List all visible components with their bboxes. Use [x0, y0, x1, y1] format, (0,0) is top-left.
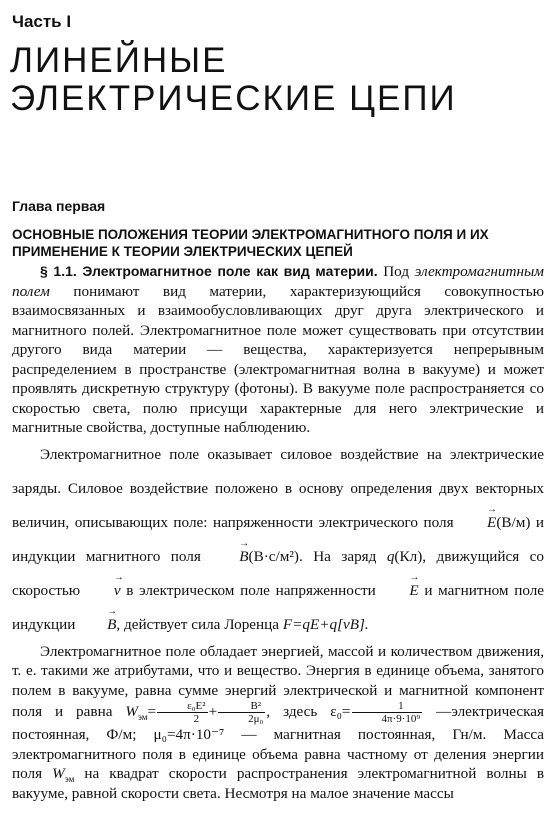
- plus-sign: +: [208, 702, 218, 720]
- p1-term: электромагнитным полем: [12, 263, 544, 300]
- energy-symbol-2: W: [52, 765, 65, 782]
- p3-text-d: на квадрат скорости распространения электромагнитной волны в вакууме, равной скорости света. Несмотря на малое значение массы: [12, 765, 545, 802]
- energy-symbol: W: [125, 702, 139, 720]
- vector-B: → B: [211, 540, 248, 574]
- p2-q-unit: (Кл), движущийся со скоростью: [12, 547, 545, 599]
- p3-text-b: , здесь ε₀=: [266, 702, 351, 720]
- paragraph-3: [12, 642, 544, 804]
- equals-sign: =: [147, 702, 157, 720]
- p2-text-f: , действует сила Лоренца: [116, 615, 280, 633]
- vector-E: → E: [459, 506, 496, 540]
- fraction-epsilon: [352, 700, 423, 725]
- fraction-3-numerator: 1: [352, 700, 423, 713]
- p3-text-a: Электромагнитное поле обладает энергией, массой и количеством движения, т. е. такими же атрибутами, что и вещество. Энергия в единице объема, занятого полем в вакууме, равна сумме энергий электрической и магнитной компонент поля и равна: [12, 642, 544, 720]
- lorentz-force-formula: F=qE+q[vB].: [282, 615, 369, 633]
- chapter-title: ОСНОВНЫЕ ПОЛОЖЕНИЯ ТЕОРИИ ЭЛЕКТРОМАГНИТНОГО ПОЛЯ И ИХ ПРИМЕНЕНИЕ К ТЕОРИИ ЭЛЕКТРИЧЕСКИХ ЦЕПЕЙ: [12, 227, 489, 259]
- energy-subscript: эм: [138, 712, 148, 723]
- fraction-3-denominator: 4π·9·10⁹: [381, 713, 421, 725]
- p1-rest: понимают вид материи, характеризующийся совокупностью взаимосвязанных и взаимообусловливающих друг друга электрического и магнитного полей. Электромагнитное поле может существовать при отсутствии другого вида материи — вещества, характеризуется непрерывным распределением в пространстве (электромагнитная волна в вакууме) и может проявлять дискретную структуру (фотоны). В вакууме поле распространяется со скоростью света, полю присущи характерные для него электрические и магнитные свойства, доступные наблюдению.: [12, 282, 545, 436]
- part-title-line-1: ЛИНЕЙНЫЕ: [10, 41, 228, 80]
- energy-subscript-2: эм: [64, 774, 75, 785]
- paragraph-1: [12, 262, 544, 438]
- charge-q: q: [386, 547, 395, 565]
- p2-text-e: и магнитном поле индукции: [12, 581, 545, 633]
- chapter-label: Глава первая: [12, 198, 106, 214]
- part-label: Часть I: [12, 12, 72, 31]
- p2-text-a: Электромагнитное поле оказывает силовое воздействие на электрические заряды. Силовое воздействие положено в основу определения двух векторных величин, описывающих поле: напряженности электрического поля: [12, 445, 544, 531]
- part-title-line-2: ЭЛЕКТРИЧЕСКИЕ ЦЕПИ: [10, 79, 457, 118]
- fraction-1-denominator: 2: [193, 713, 200, 725]
- p1-lead: Под: [383, 263, 410, 280]
- paragraph-2: [12, 438, 544, 642]
- fraction-electric-energy: [157, 700, 207, 725]
- vector-v: → v: [86, 574, 121, 608]
- fraction-magnetic-energy: [218, 700, 265, 725]
- vector-B-2: → B: [79, 608, 116, 642]
- part-title: [10, 42, 457, 118]
- fraction-2-denominator: 2μ₀: [248, 713, 264, 725]
- body-text: [12, 262, 544, 803]
- p3-text-c: —электрическая постоянная, Ф/м; μ₀=4π·10⁻⁷ — магнитная постоянная, Гн/м. Масса электромагнитного поля в единице объема равна частному от деления энергии поля: [12, 702, 544, 782]
- p2-text-d: в электрическом поле напряженности: [126, 581, 376, 599]
- p2-text-b: и индукции магнитного поля: [12, 513, 544, 565]
- section-heading: § 1.1. Электромагнитное поле как вид материи.: [40, 263, 378, 279]
- vector-E-2: → E: [381, 574, 418, 608]
- p2-text-c: На заряд: [313, 547, 377, 565]
- fraction-1-numerator: ε₀E²: [157, 700, 207, 713]
- p2-B-unit: (В·с/м²).: [248, 547, 303, 565]
- fraction-2-numerator: B²: [218, 700, 265, 713]
- p2-E-unit: (В/м): [496, 513, 531, 531]
